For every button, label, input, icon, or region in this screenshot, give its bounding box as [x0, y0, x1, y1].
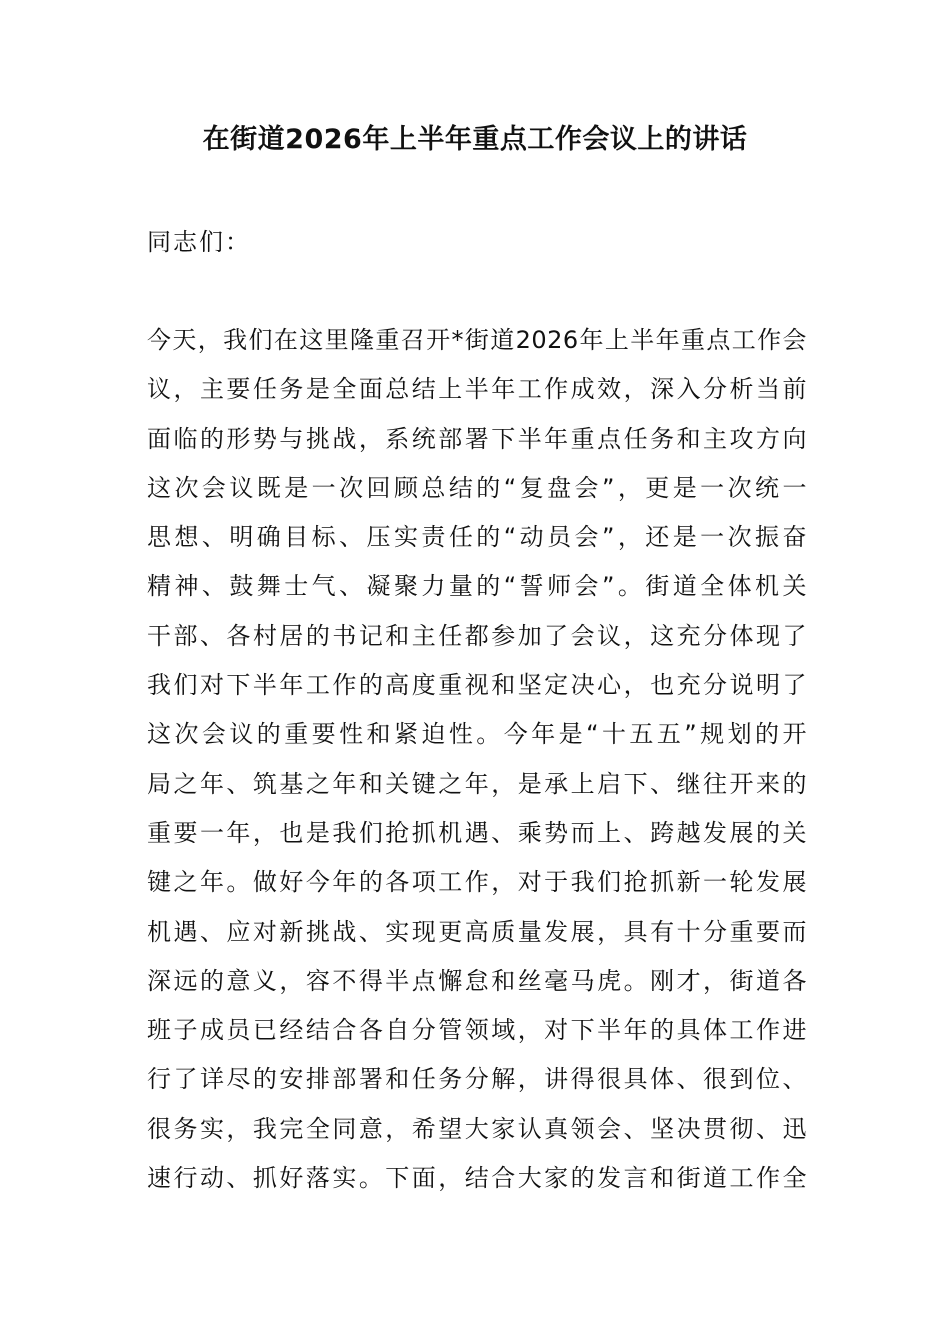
text-line: 精神、鼓舞士气、凝聚力量的“誓师会”。街道全体机关: [147, 572, 807, 601]
text-line: 今天，我们在这里隆重召开*街道2026年上半年重点工作会: [147, 326, 807, 354]
text-line: 这次会议既是一次回顾总结的“复盘会”，更是一次统一: [147, 473, 807, 502]
text-line: 行了详尽的安排部署和任务分解，讲得很具体、很到位、: [147, 1065, 807, 1094]
text-line: 议，主要任务是全面总结上半年工作成效，深入分析当前: [147, 375, 807, 404]
text-line: 键之年。做好今年的各项工作，对于我们抢抓新一轮发展: [147, 868, 807, 897]
text-line: 干部、各村居的书记和主任都参加了会议，这充分体现了: [147, 621, 807, 650]
text-line: 局之年、筑基之年和关键之年，是承上启下、继往开来的: [147, 769, 807, 798]
body-text: [147, 318, 807, 1205]
text-line: 面临的形势与挑战，系统部署下半年重点任务和主攻方向: [147, 424, 807, 453]
text-line: 机遇、应对新挑战、实现更高质量发展，具有十分重要而: [147, 917, 807, 946]
text-line: 重要一年，也是我们抢抓机遇、乘势而上、跨越发展的关: [147, 818, 807, 847]
text-line: 班子成员已经结合各自分管领域，对下半年的具体工作进: [147, 1016, 807, 1045]
text-line: 我们对下半年工作的高度重视和坚定决心，也充分说明了: [147, 671, 807, 700]
text-line: 很务实，我完全同意，希望大家认真领会、坚决贯彻、迅: [147, 1114, 807, 1143]
text-line: 速行动、抓好落实。下面，结合大家的发言和街道工作全: [147, 1164, 807, 1193]
salutation: 同志们：: [147, 228, 251, 256]
text-line: 这次会议的重要性和紧迫性。今年是“十五五”规划的开: [147, 720, 807, 749]
document-title: 在街道2026年上半年重点工作会议上的讲话: [202, 124, 748, 155]
text-line: 思想、明确目标、压实责任的“动员会”，还是一次振奋: [147, 523, 807, 552]
text-line: 深远的意义，容不得半点懈怠和丝毫马虎。刚才，街道各: [147, 966, 807, 995]
